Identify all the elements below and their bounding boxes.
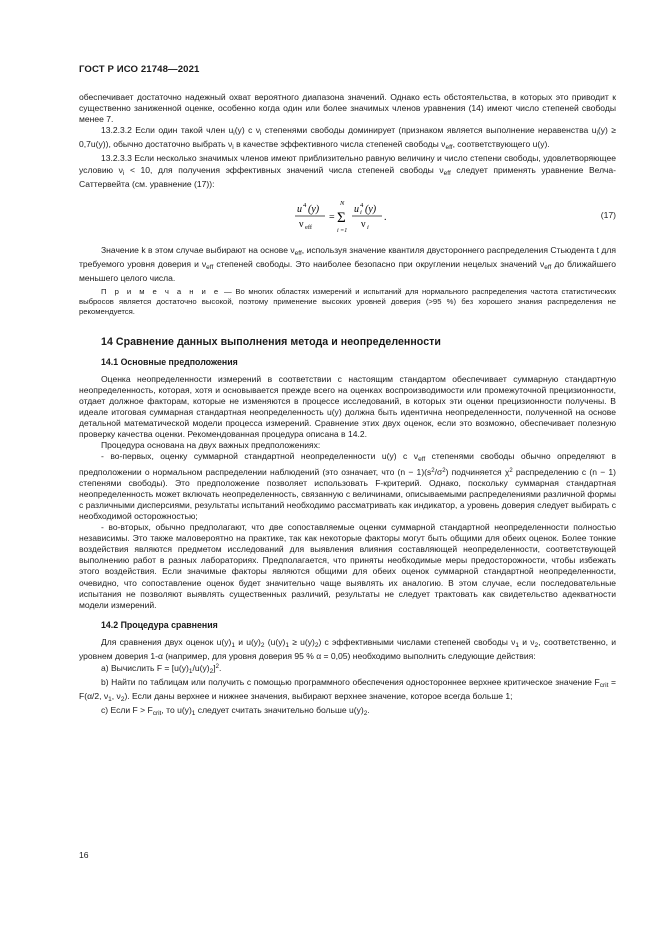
- sum-lower-limit: i =1: [337, 227, 348, 234]
- step-b: b) Найти по таблицам или получить с помощью программного обеспечения одностороннее верхнее критическое значение $F_{crit} = F(\alpha/2$, $\nu_1$, $\nu_2$). Если даны верхнее и нижнее значения, выбирают верхнее значение, которое всегда больше 1;: [79, 677, 616, 704]
- lhs-numerator: u: [297, 203, 302, 215]
- paragraph-k-value: Значение k в этом случае выбирают на основе $\nu_{eff}$, используя значение квантиля двустороннего распределения Стьюдента t для требуемого уровня доверия и $\nu_{eff}$ степеней свободы. Это наиболее безопасно при округлении нецелых значений $\nu_{eff}$ до ближайшего меньшего целого числа.: [79, 244, 616, 283]
- paragraph-13-2-3-2: 13.2.3.2 Если один такой член $u_i(y)$ с $\nu_i$ степенями свободы доминирует (признаком является выполнение неравенства $u_i(y) \ge 0,7u(y)$), обычно достаточно выбрать $\nu_i$ в качестве эффективного числа степеней свободы $\nu_{eff}$, соответствующего u(y).: [79, 125, 616, 152]
- paragraph-13-2-3-3: 13.2.3.3 Если несколько значимых членов имеют приблизительно равную величину и число степени свободы, удовлетворяющее условию $\nu_i < 10$, для получения эффективных значений числа степеней свободы $\nu_{eff}$ следует применять уравнение Велча-Саттервейта (см. уравнение (17)):: [79, 153, 616, 189]
- subsection-14-2-heading: 14.2 Процедура сравнения: [101, 619, 218, 630]
- lhs-numerator-power: 4: [303, 201, 307, 209]
- rhs-numerator: u: [354, 203, 359, 215]
- step-a: a) Вычислить $F = [u(y)_1/u(y)_2]^2$.: [101, 663, 222, 676]
- equation-number: (17): [600, 209, 616, 220]
- paragraph-first-assumption: - во-первых, оценку суммарной стандартной неопределенности u(y) с $\nu_{eff}$ степенями свободы обычно определяют в предположении о нормальном распределении наблюдений (это означает, что $(n - 1)(s^2/\sigma^2)$ подчиняется $\chi^2$ распределению с (n − 1) степенями свободы). Это предположение позволяет использовать F-критерий. Однако, поскольку суммарная стандартная неопределенность может включать неопределенность, связанную с величинами, описываемыми распределениями различной формы с различными дисперсиями, результаты испытаний необходимо рассматривать как индикатор, а уровень доверия следует выбирать с необходимой осторожностью;: [79, 451, 617, 521]
- lhs-numerator-arg: (y): [308, 203, 320, 215]
- equation-formula: [293, 196, 403, 244]
- rhs-denominator-sub: i: [367, 223, 369, 231]
- page-content: [79, 92, 616, 719]
- section-14-heading: 14 Сравнение данных выполнения метода и неопределенности: [101, 335, 441, 348]
- page-number: 16: [79, 850, 89, 860]
- subsection-14-1-heading: 14.1 Основные предположения: [101, 356, 238, 367]
- rhs-numerator-arg: (y): [365, 203, 377, 215]
- rhs-denominator: ν: [361, 218, 366, 230]
- note-label: П р и м е ч а н и е: [101, 287, 221, 297]
- note-text: — Во многих областях измерений и испытаний для нормального распределения частота статистических выбросов является достаточно высокой, поэтому применение высоких уровней доверия (>95 %) без хорошего знания распределения не рекомендуется.: [79, 287, 616, 317]
- lhs-denominator: ν: [299, 218, 304, 230]
- step-c: c) Если $F > F_{crit}$, то $u(y)_1$ следует считать значительно больше $u(y)_2$.: [101, 705, 370, 718]
- welch-satterthwaite-equation: [79, 192, 616, 244]
- sum-symbol: Σ: [337, 209, 346, 226]
- lhs-denominator-sub: eff: [305, 223, 313, 231]
- rhs-numerator-power: 4: [360, 201, 364, 209]
- paragraph-14-1-intro: Оценка неопределенности измерений в соответствии с настоящим стандартом обеспечивает суммарную стандартную неопределенность, которая, хотя и основывается прежде всего на оценках воспроизводимости или промежуточной прецизионности, отдает должное факторам, которые не изменяются в процессе исследований, в которых эти оценки прецизионности получены. В идеале итоговая суммарная стандартная неопределенность u(y) должна быть идентична неопределенности, полученной на основе детальной математической модели процесса измерений. Сравнение этих двух оценок, если это возможно, обеспечивает полезную проверку качества оценки. Рекомендованная процедура описана в 14.2.: [79, 373, 616, 440]
- equals-sign: =: [329, 211, 335, 223]
- paragraph-14-1-assumptions: Процедура основана на двух важных предположениях:: [101, 440, 321, 451]
- paragraph-continuation: обеспечивает достаточно надежный охват вероятного диапазона значений. Однако есть обстоятельства, в которых это приводит к существенно заниженной оценке, особенно когда один или более значимых членов уравнения (14) имеют число степеней свободы менее 7.: [79, 92, 616, 125]
- paragraph-14-2-intro: Для сравнения двух оценок $u(y)_1$ и $u(y)_2$ $(u(y)_1 \ge u(y)_2)$ с эффективными числами степеней свободы $\nu_1$ и $\nu_2$, соответственно, и уровнем доверия 1-α (например, для уровня доверия 95 % α = 0,05) необходимо выполнить следующие действия:: [79, 636, 617, 661]
- sum-upper-limit: N: [340, 199, 345, 207]
- paragraph-second-assumption: - во-вторых, обычно предполагают, что две сопоставляемые оценки суммарной стандартной неопределенности полностью независимы. Это также маловероятно на практике, так как некоторые факторы могут быть общими для обеих оценок. Более тонкие воздействия являются предметом исследований для выявления влияния составляющей неопределенности, соответствующей выполнению работ в разных лабораториях. Предполагается, что приняты необходимые меры предосторожности, чтобы избежать этого воздействия. Если значимые факторы являются общими для обеих оценок суммарной стандартной неопределенности, очевидно, что сопоставление оценок будет значительно чаще выявлять их аналогию. В этом случае, если последовательные испытания не позволяют выявлять существенных различий, результаты не следует трактовать как свидетельство адекватности модели измерений.: [79, 522, 616, 610]
- formula-period: .: [384, 211, 387, 223]
- document-header: ГОСТ Р ИСО 21748—2021: [79, 64, 200, 75]
- rhs-numerator-sub: i: [360, 208, 362, 216]
- note-paragraph: [79, 287, 616, 318]
